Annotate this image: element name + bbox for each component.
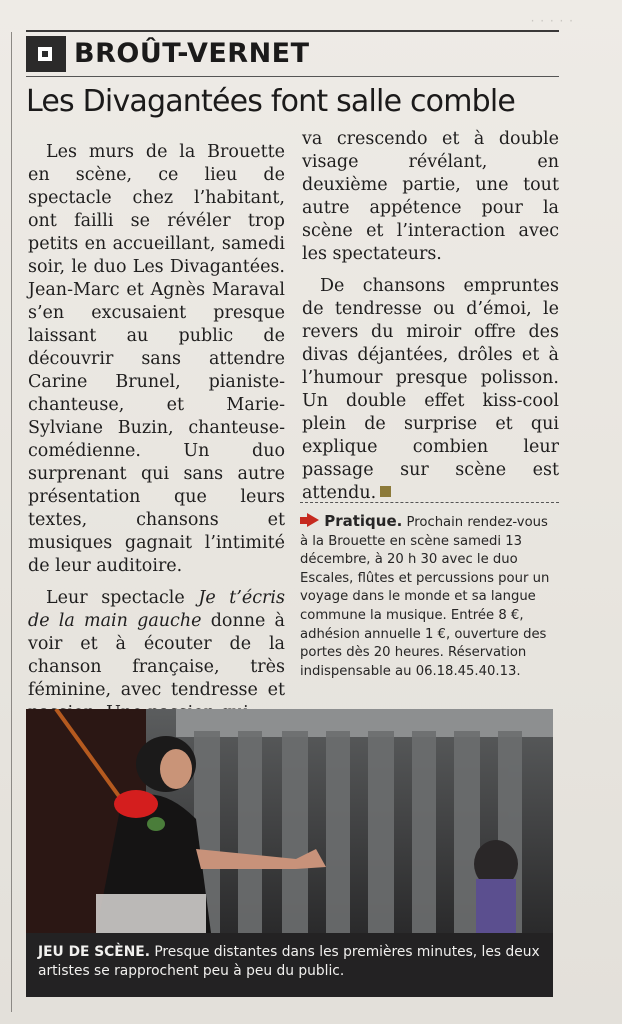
paragraph-4-text: De chansons empruntes de tendresse ou d’émoi, le revers du miroir offre des divas déjantées, drôles et à l’humour presque polisson. Un double effet kiss-cool plein de surprise et qui explique combien leur passage sur scène est attendu. <box>302 276 559 503</box>
show-title: Je t’écris de la main gauche <box>28 588 285 631</box>
headline: Les Divagantées font salle comble <box>26 84 516 119</box>
article-column-1 <box>28 141 285 725</box>
paragraph-2-rest: donne à voir et à écouter de la chanson française, très féminine, avec tendresse et <box>28 611 285 700</box>
section-title: BROÛT-VERNET <box>74 38 310 69</box>
top-rule <box>26 30 559 32</box>
end-mark-icon <box>380 486 391 497</box>
paragraph-3: va crescendo et à double visage révélant, en deuxième partie, une tout autre appétence pour la scène et l’interaction avec les spectateurs. <box>302 129 559 264</box>
paragraph-2 <box>28 587 285 725</box>
practical-rule <box>300 502 559 503</box>
column-rule <box>11 32 12 1012</box>
caption-text: Presque distantes dans les premières minutes, les deux artistes se rapprochent peu à peu du public. <box>38 944 540 979</box>
practical-text: Prochain rendez-vous à la Brouette en scène samedi 13 décembre, à 20 h 30 avec le duo Escales, flûtes et percussions pour un voyage dans le monde et sa langue commune la musique. Entrée 8 €, adhésion annuelle 1 €, ouverture des portes dès 20 heures. Réservation indispensable au 06.18.45.40.13. <box>300 515 550 679</box>
caption-label: JEU DE SCÈNE. <box>38 944 150 960</box>
photo-illustration <box>26 709 553 933</box>
arrow-right-icon <box>307 513 319 527</box>
arrow-tail-icon <box>300 517 307 524</box>
section-icon <box>26 36 66 72</box>
paragraph-4 <box>302 275 559 505</box>
photo-caption <box>38 943 548 981</box>
bleed-through-text: · · · · · <box>530 14 574 28</box>
section-rule <box>26 76 559 77</box>
paragraph-1: Les murs de la Brouette en scène, ce lieu de spectacle chez l’habitant, ont failli se révéler trop petits en accueillant, samedi soir, le duo Les Divagantées. Jean-Marc et Agnès Maraval s’en excusaient presque laissant au public de découvrir sans attendre Carine Brunel, pianiste-chanteuse, et Marie-Sylviane Buzin, chanteuse-comédienne. Un duo surprenant qui sans autre présentation que leurs textes, chansons et musiques gagnait l’intimité de leur auditoire. <box>28 142 285 576</box>
practical-box <box>300 512 560 681</box>
stage-photo <box>26 709 553 933</box>
article-column-2 <box>302 128 559 505</box>
practical-label: Pratique. <box>324 512 403 530</box>
paragraph-2-lead: Leur spectacle <box>46 588 199 608</box>
